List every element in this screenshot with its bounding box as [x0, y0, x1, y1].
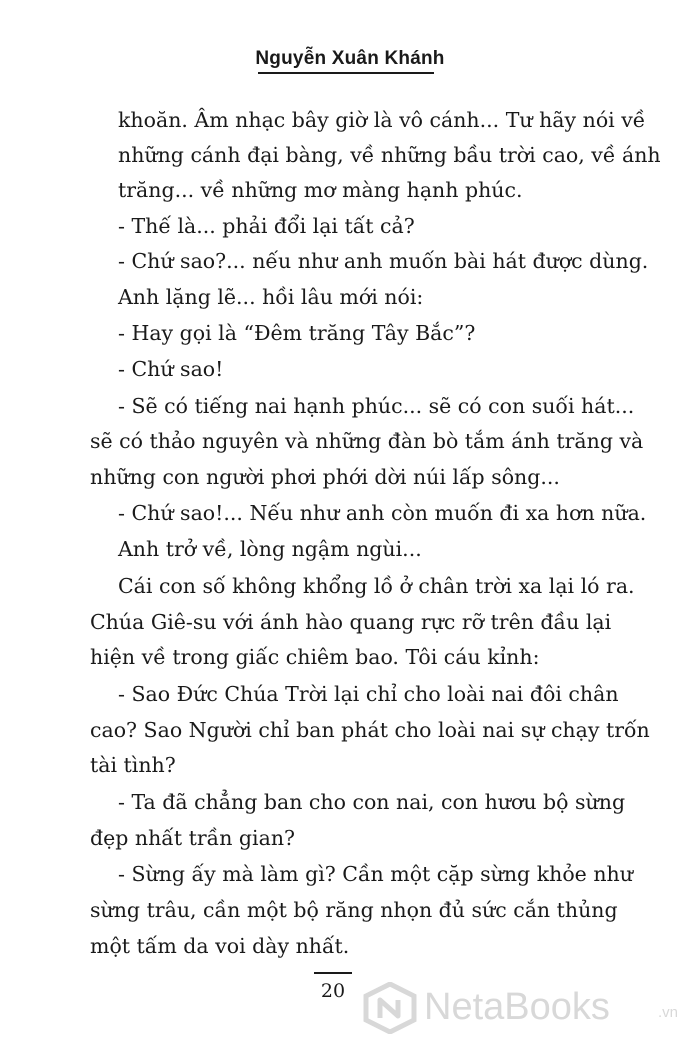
text-line: tài tình?: [90, 753, 176, 777]
text-line: trăng... về những mơ màng hạnh phúc.: [118, 178, 523, 202]
text-line: Chúa Giê-su với ánh hào quang rực rỡ trên đầu lại: [90, 610, 612, 634]
page-number: 20: [320, 980, 346, 1002]
text-line: đẹp nhất trần gian?: [90, 826, 296, 850]
text-line: những con người phơi phới dời núi lấp sông...: [90, 465, 560, 489]
text-line: sừng trâu, cần một bộ răng nhọn đủ sức cắn thủng: [90, 898, 618, 922]
text-line: sẽ có thảo nguyên và những đàn bò tắm ánh trăng và: [90, 429, 644, 453]
author-name: Nguyễn Xuân Khánh: [255, 48, 445, 69]
text-line: một tấm da voi dày nhất.: [90, 934, 350, 958]
text-line: - Sao Đức Chúa Trời lại chỉ cho loài nai đôi chân: [118, 682, 619, 706]
header-underline: [258, 72, 434, 74]
text-line: cao? Sao Người chỉ ban phát cho loài nai sự chạy trốn: [90, 718, 650, 742]
text-line: - Chứ sao?... nếu như anh muốn bài hát được dùng.: [118, 249, 649, 273]
text-line: - Ta đã chẳng ban cho con nai, con hươu bộ sừng: [118, 790, 626, 814]
netabooks-watermark: [362, 982, 692, 1034]
page-number-rule: [314, 972, 352, 974]
text-line: - Hay gọi là “Đêm trăng Tây Bắc”?: [118, 321, 476, 345]
text-line: những cánh đại bàng, về những bầu trời cao, về ánh: [118, 143, 661, 167]
watermark-brand: NetaBooks: [424, 986, 610, 1028]
watermark-suffix: .vn: [658, 1004, 679, 1021]
text-line: Cái con số không khổng lồ ở chân trời xa lại ló ra.: [118, 574, 635, 598]
text-line: - Thế là... phải đổi lại tất cả?: [118, 214, 415, 238]
netabooks-logo-icon: [362, 982, 418, 1034]
running-header: [0, 48, 700, 88]
text-line: - Chứ sao!... Nếu như anh còn muốn đi xa hơn nữa.: [118, 501, 647, 525]
text-line: khoăn. Âm nhạc bây giờ là vô cánh... Tư hãy nói về: [118, 108, 646, 132]
text-line: Anh lặng lẽ... hồi lâu mới nói:: [118, 285, 424, 309]
text-line: hiện về trong giấc chiêm bao. Tôi cáu kỉnh:: [90, 645, 540, 669]
text-line: - Sẽ có tiếng nai hạnh phúc... sẽ có con suối hát...: [118, 394, 635, 418]
text-line: - Chứ sao!: [118, 357, 224, 381]
text-line: - Sừng ấy mà làm gì? Cần một cặp sừng khỏe như: [118, 862, 633, 886]
text-line: Anh trở về, lòng ngậm ngùi...: [118, 537, 422, 561]
